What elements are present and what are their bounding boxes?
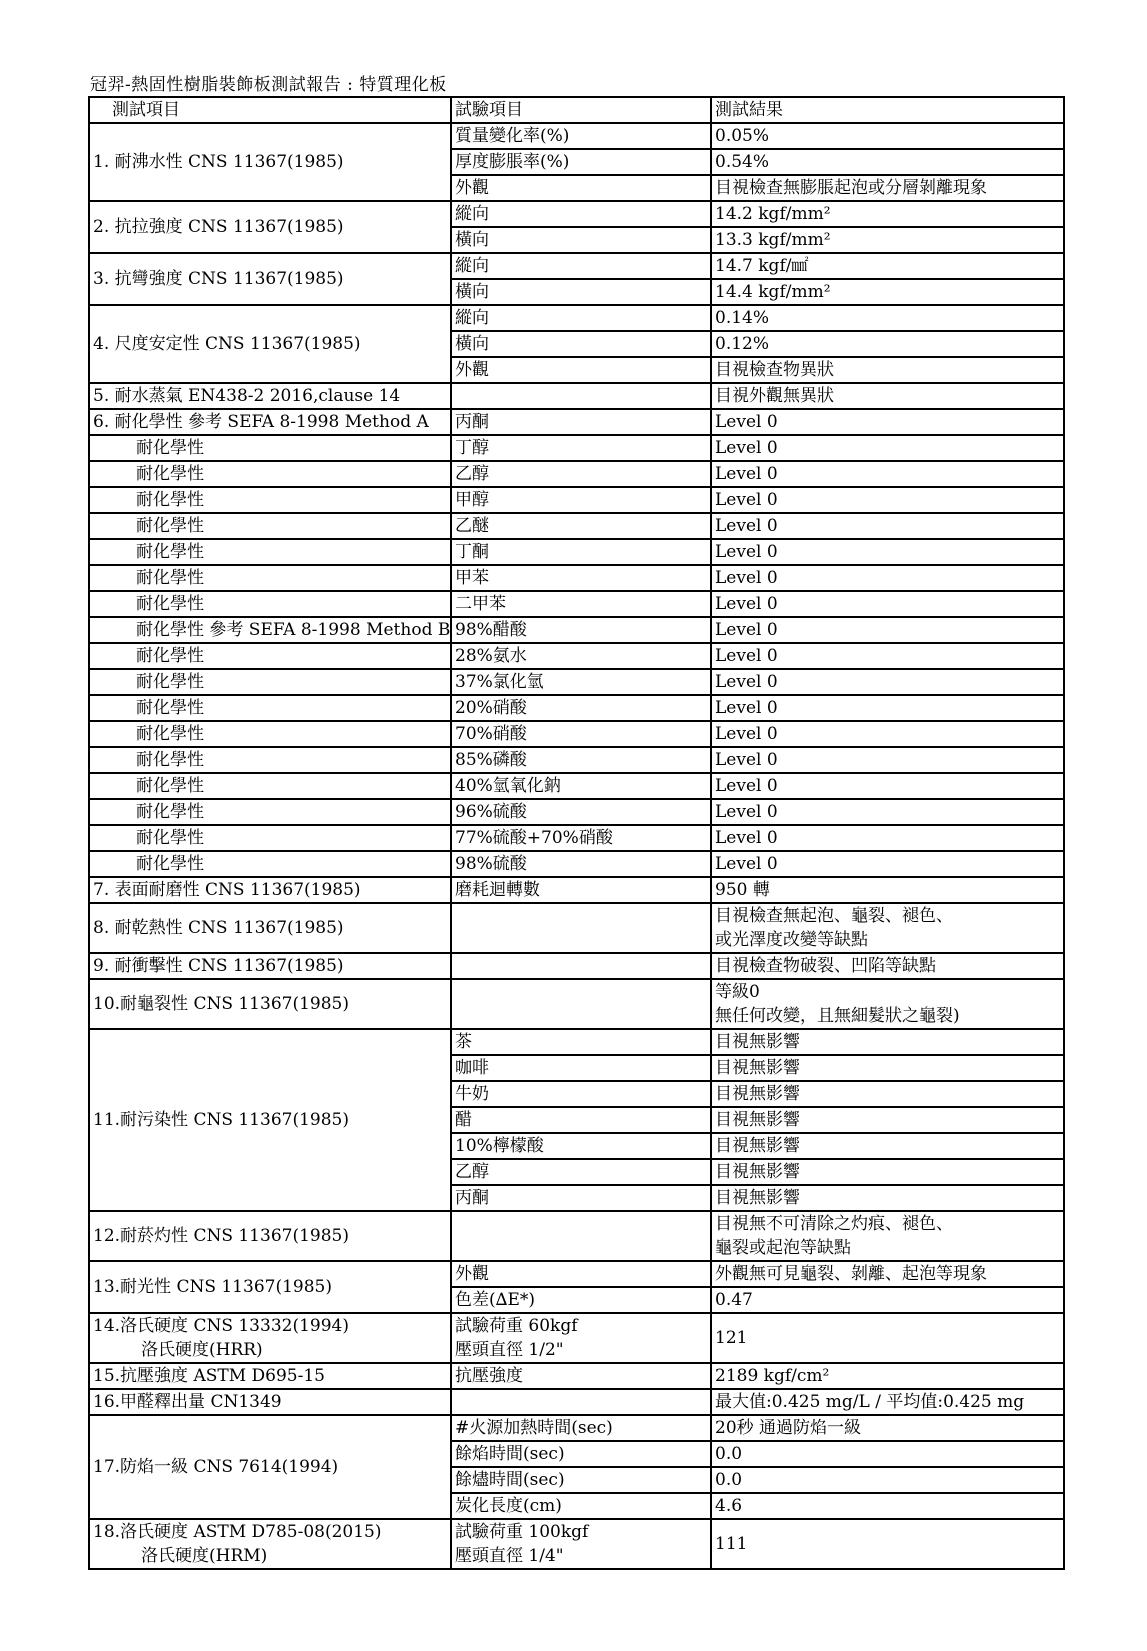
result-cell: 目視無影響 bbox=[711, 1081, 1064, 1107]
test-item-cell: 餘焰時間(sec) bbox=[451, 1441, 711, 1467]
result-cell: Level 0 bbox=[711, 461, 1064, 487]
result-cell: 14.7 kgf/㎟ bbox=[711, 253, 1064, 279]
test-item-cell: 甲苯 bbox=[451, 565, 711, 591]
test-item-cell: 質量變化率(%) bbox=[451, 123, 711, 149]
table-row bbox=[89, 1363, 1064, 1389]
table-row bbox=[89, 953, 1064, 979]
test-item-cell: 乙醚 bbox=[451, 513, 711, 539]
result-cell: 目視外觀無異狀 bbox=[711, 383, 1064, 409]
table-row bbox=[89, 747, 1064, 773]
test-item-cell-line-1: 試驗荷重 60kgf bbox=[455, 1316, 578, 1336]
result-cell-line-2: 無任何改變，且無細髮狀之龜裂) bbox=[715, 1006, 960, 1026]
test-item-cell: 咖啡 bbox=[451, 1055, 711, 1081]
result-cell: Level 0 bbox=[711, 695, 1064, 721]
test-item-cell: 85%磷酸 bbox=[451, 747, 711, 773]
test-category-cell: 耐化學性 bbox=[89, 513, 451, 539]
header-result: 測試結果 bbox=[711, 97, 1064, 123]
result-cell: 0.14% bbox=[711, 305, 1064, 331]
table-row bbox=[89, 1313, 1064, 1363]
test-item-cell: 乙醇 bbox=[451, 461, 711, 487]
test-category-cell: 10.耐龜裂性 CNS 11367(1985) bbox=[89, 979, 451, 1029]
test-item-cell: 縱向 bbox=[451, 201, 711, 227]
result-cell: 目視檢查物破裂、凹陷等缺點 bbox=[711, 953, 1064, 979]
header-test-item: 試驗項目 bbox=[451, 97, 711, 123]
result-cell: Level 0 bbox=[711, 409, 1064, 435]
test-item-cell: 96%硫酸 bbox=[451, 799, 711, 825]
test-item-cell: 乙醇 bbox=[451, 1159, 711, 1185]
test-item-cell bbox=[451, 1389, 711, 1415]
test-category-cell: 耐化學性 bbox=[89, 825, 451, 851]
table-row bbox=[89, 1211, 1064, 1261]
test-item-cell: #火源加熱時間(sec) bbox=[451, 1415, 711, 1441]
test-item-cell: 外觀 bbox=[451, 1261, 711, 1287]
result-cell: 目視無影響 bbox=[711, 1055, 1064, 1081]
test-category-cell: 耐化學性 bbox=[89, 851, 451, 877]
result-cell: 目視無影響 bbox=[711, 1029, 1064, 1055]
table-row bbox=[89, 539, 1064, 565]
result-cell: Level 0 bbox=[711, 669, 1064, 695]
test-report-table bbox=[88, 96, 1065, 1570]
header-row bbox=[89, 97, 1064, 123]
table-row bbox=[89, 565, 1064, 591]
test-item-cell: 炭化長度(cm) bbox=[451, 1493, 711, 1519]
table-row bbox=[89, 1261, 1064, 1287]
test-category-cell: 耐化學性 bbox=[89, 799, 451, 825]
test-item-cell: 餘燼時間(sec) bbox=[451, 1467, 711, 1493]
table-row bbox=[89, 253, 1064, 279]
result-cell: 4.6 bbox=[711, 1493, 1064, 1519]
table-row bbox=[89, 979, 1064, 1029]
result-cell-line-1: 等級0 bbox=[715, 982, 760, 1002]
test-item-cell: 70%硝酸 bbox=[451, 721, 711, 747]
test-item-cell: 縱向 bbox=[451, 253, 711, 279]
result-cell: Level 0 bbox=[711, 825, 1064, 851]
test-category-cell-line-2: 洛氏硬度(HRM) bbox=[141, 1546, 268, 1566]
test-item-cell: 10%檸檬酸 bbox=[451, 1133, 711, 1159]
result-cell: 14.4 kgf/mm² bbox=[711, 279, 1064, 305]
result-cell: 0.0 bbox=[711, 1441, 1064, 1467]
test-item-cell: 77%硫酸+70%硝酸 bbox=[451, 825, 711, 851]
result-cell: Level 0 bbox=[711, 591, 1064, 617]
test-category-cell: 耐化學性 bbox=[89, 435, 451, 461]
test-item-cell: 磨耗迴轉數 bbox=[451, 877, 711, 903]
table-row bbox=[89, 591, 1064, 617]
test-item-cell: 外觀 bbox=[451, 175, 711, 201]
table-row bbox=[89, 721, 1064, 747]
test-category-cell: 耐化學性 參考 SEFA 8-1998 Method B bbox=[89, 617, 451, 643]
test-item-cell: 甲醇 bbox=[451, 487, 711, 513]
test-item-cell: 醋 bbox=[451, 1107, 711, 1133]
test-category-cell: 耐化學性 bbox=[89, 643, 451, 669]
result-cell: 目視檢查無膨脹起泡或分層剝離現象 bbox=[711, 175, 1064, 201]
test-item-cell: 橫向 bbox=[451, 279, 711, 305]
test-item-cell bbox=[451, 383, 711, 409]
test-item-cell: 縱向 bbox=[451, 305, 711, 331]
test-category-cell: 耐化學性 bbox=[89, 591, 451, 617]
table-row bbox=[89, 1415, 1064, 1441]
test-category-cell: 耐化學性 bbox=[89, 461, 451, 487]
test-category-cell: 6. 耐化學性 參考 SEFA 8-1998 Method A bbox=[89, 409, 451, 435]
result-cell: 目視無影響 bbox=[711, 1107, 1064, 1133]
result-cell: 0.47 bbox=[711, 1287, 1064, 1313]
table-row bbox=[89, 773, 1064, 799]
header-test-category: 測試項目 bbox=[89, 97, 451, 123]
test-item-cell bbox=[451, 953, 711, 979]
test-item-cell: 厚度膨脹率(%) bbox=[451, 149, 711, 175]
result-cell: Level 0 bbox=[711, 799, 1064, 825]
test-category-cell: 2. 抗拉強度 CNS 11367(1985) bbox=[89, 201, 451, 253]
test-category-cell: 5. 耐水蒸氣 EN438-2 2016,clause 14 bbox=[89, 383, 451, 409]
test-item-cell-line-1: 試驗荷重 100kgf bbox=[455, 1522, 589, 1542]
result-cell: 20秒 通過防焰一級 bbox=[711, 1415, 1064, 1441]
result-cell: 0.05% bbox=[711, 123, 1064, 149]
test-item-cell: 二甲苯 bbox=[451, 591, 711, 617]
test-item-cell: 色差(∆E*) bbox=[451, 1287, 711, 1313]
table-row bbox=[89, 825, 1064, 851]
result-cell bbox=[711, 979, 1064, 1029]
test-category-cell: 4. 尺度安定性 CNS 11367(1985) bbox=[89, 305, 451, 383]
test-category-cell bbox=[89, 1519, 451, 1569]
test-item-cell-line-2: 壓頭直徑 1/2" bbox=[455, 1340, 564, 1360]
result-cell: Level 0 bbox=[711, 851, 1064, 877]
test-category-cell: 1. 耐沸水性 CNS 11367(1985) bbox=[89, 123, 451, 201]
result-cell: 目視檢查物異狀 bbox=[711, 357, 1064, 383]
test-category-cell-line-2: 洛氏硬度(HRR) bbox=[141, 1340, 263, 1360]
test-category-cell: 13.耐光性 CNS 11367(1985) bbox=[89, 1261, 451, 1313]
table-row bbox=[89, 435, 1064, 461]
test-category-cell: 16.甲醛釋出量 CN1349 bbox=[89, 1389, 451, 1415]
test-category-cell: 8. 耐乾熱性 CNS 11367(1985) bbox=[89, 903, 451, 953]
test-category-cell: 15.抗壓強度 ASTM D695-15 bbox=[89, 1363, 451, 1389]
result-cell: Level 0 bbox=[711, 721, 1064, 747]
test-item-cell: 抗壓強度 bbox=[451, 1363, 711, 1389]
result-cell: 目視無影響 bbox=[711, 1133, 1064, 1159]
result-cell: Level 0 bbox=[711, 539, 1064, 565]
result-cell: 111 bbox=[711, 1519, 1064, 1569]
table-row bbox=[89, 123, 1064, 149]
test-category-cell: 3. 抗彎強度 CNS 11367(1985) bbox=[89, 253, 451, 305]
result-cell: Level 0 bbox=[711, 643, 1064, 669]
test-category-cell: 耐化學性 bbox=[89, 695, 451, 721]
test-item-cell: 98%硫酸 bbox=[451, 851, 711, 877]
table-row bbox=[89, 513, 1064, 539]
result-cell bbox=[711, 903, 1064, 953]
test-item-cell: 20%硝酸 bbox=[451, 695, 711, 721]
test-item-cell: 外觀 bbox=[451, 357, 711, 383]
test-item-cell: 40%氫氧化鈉 bbox=[451, 773, 711, 799]
test-category-cell: 11.耐污染性 CNS 11367(1985) bbox=[89, 1029, 451, 1211]
test-item-cell: 丁酮 bbox=[451, 539, 711, 565]
result-cell: Level 0 bbox=[711, 773, 1064, 799]
result-cell: 外觀無可見龜裂、剝離、起泡等現象 bbox=[711, 1261, 1064, 1287]
test-category-cell: 17.防焰一級 CNS 7614(1994) bbox=[89, 1415, 451, 1519]
result-cell: Level 0 bbox=[711, 747, 1064, 773]
test-category-cell: 耐化學性 bbox=[89, 773, 451, 799]
test-item-cell: 茶 bbox=[451, 1029, 711, 1055]
test-item-cell: 丁醇 bbox=[451, 435, 711, 461]
test-category-cell: 7. 表面耐磨性 CNS 11367(1985) bbox=[89, 877, 451, 903]
test-item-cell: 28%氨水 bbox=[451, 643, 711, 669]
test-category-cell: 耐化學性 bbox=[89, 747, 451, 773]
test-item-cell bbox=[451, 1211, 711, 1261]
test-category-cell: 耐化學性 bbox=[89, 721, 451, 747]
result-cell: 2189 kgf/cm² bbox=[711, 1363, 1064, 1389]
test-item-cell: 37%氯化氫 bbox=[451, 669, 711, 695]
test-category-cell: 耐化學性 bbox=[89, 487, 451, 513]
result-cell: 950 轉 bbox=[711, 877, 1064, 903]
table-row bbox=[89, 695, 1064, 721]
test-category-cell: 耐化學性 bbox=[89, 669, 451, 695]
test-item-cell: 丙酮 bbox=[451, 1185, 711, 1211]
table-row bbox=[89, 851, 1064, 877]
test-item-cell: 98%醋酸 bbox=[451, 617, 711, 643]
result-cell: 0.54% bbox=[711, 149, 1064, 175]
test-item-cell bbox=[451, 979, 711, 1029]
test-item-cell: 丙酮 bbox=[451, 409, 711, 435]
table-row bbox=[89, 799, 1064, 825]
test-item-cell: 橫向 bbox=[451, 227, 711, 253]
test-category-cell-line-1: 14.洛氏硬度 CNS 13332(1994) bbox=[93, 1316, 349, 1336]
result-cell: Level 0 bbox=[711, 565, 1064, 591]
table-body bbox=[89, 97, 1064, 1569]
table-row bbox=[89, 1389, 1064, 1415]
result-cell: 最大值:0.425 mg/L / 平均值:0.425 mg bbox=[711, 1389, 1064, 1415]
result-cell bbox=[711, 1211, 1064, 1261]
table-row bbox=[89, 201, 1064, 227]
test-item-cell bbox=[451, 1313, 711, 1363]
table-row bbox=[89, 903, 1064, 953]
test-category-cell bbox=[89, 1313, 451, 1363]
result-cell: 目視無影響 bbox=[711, 1159, 1064, 1185]
test-category-cell: 耐化學性 bbox=[89, 539, 451, 565]
table-row bbox=[89, 617, 1064, 643]
table-row bbox=[89, 409, 1064, 435]
result-cell: 121 bbox=[711, 1313, 1064, 1363]
test-category-cell: 12.耐菸灼性 CNS 11367(1985) bbox=[89, 1211, 451, 1261]
result-cell-line-2: 龜裂或起泡等缺點 bbox=[715, 1238, 851, 1258]
table-row bbox=[89, 1519, 1064, 1569]
table-row bbox=[89, 1029, 1064, 1055]
table-row bbox=[89, 643, 1064, 669]
result-cell: Level 0 bbox=[711, 513, 1064, 539]
table-row bbox=[89, 305, 1064, 331]
table-row bbox=[89, 461, 1064, 487]
result-cell: Level 0 bbox=[711, 487, 1064, 513]
result-cell: 14.2 kgf/mm² bbox=[711, 201, 1064, 227]
test-category-cell-line-1: 18.洛氏硬度 ASTM D785-08(2015) bbox=[93, 1522, 382, 1542]
result-cell-line-1: 目視檢查無起泡、龜裂、褪色、 bbox=[715, 906, 953, 926]
result-cell-line-2: 或光澤度改變等缺點 bbox=[715, 930, 868, 950]
result-cell: 13.3 kgf/mm² bbox=[711, 227, 1064, 253]
table-row bbox=[89, 487, 1064, 513]
result-cell: 目視無影響 bbox=[711, 1185, 1064, 1211]
test-item-cell bbox=[451, 1519, 711, 1569]
test-item-cell-line-2: 壓頭直徑 1/4" bbox=[455, 1546, 564, 1566]
table-row bbox=[89, 383, 1064, 409]
test-category-cell: 9. 耐衝擊性 CNS 11367(1985) bbox=[89, 953, 451, 979]
table-row bbox=[89, 877, 1064, 903]
result-cell-line-1: 目視無不可清除之灼痕、褪色、 bbox=[715, 1214, 953, 1234]
test-item-cell: 橫向 bbox=[451, 331, 711, 357]
result-cell: 0.0 bbox=[711, 1467, 1064, 1493]
report-title: 冠羿-熱固性樹脂裝飾板測試報告 : 特質理化板 bbox=[90, 75, 447, 95]
result-cell: 0.12% bbox=[711, 331, 1064, 357]
test-item-cell bbox=[451, 903, 711, 953]
result-cell: Level 0 bbox=[711, 435, 1064, 461]
table-row bbox=[89, 669, 1064, 695]
test-category-cell: 耐化學性 bbox=[89, 565, 451, 591]
test-item-cell: 牛奶 bbox=[451, 1081, 711, 1107]
result-cell: Level 0 bbox=[711, 617, 1064, 643]
